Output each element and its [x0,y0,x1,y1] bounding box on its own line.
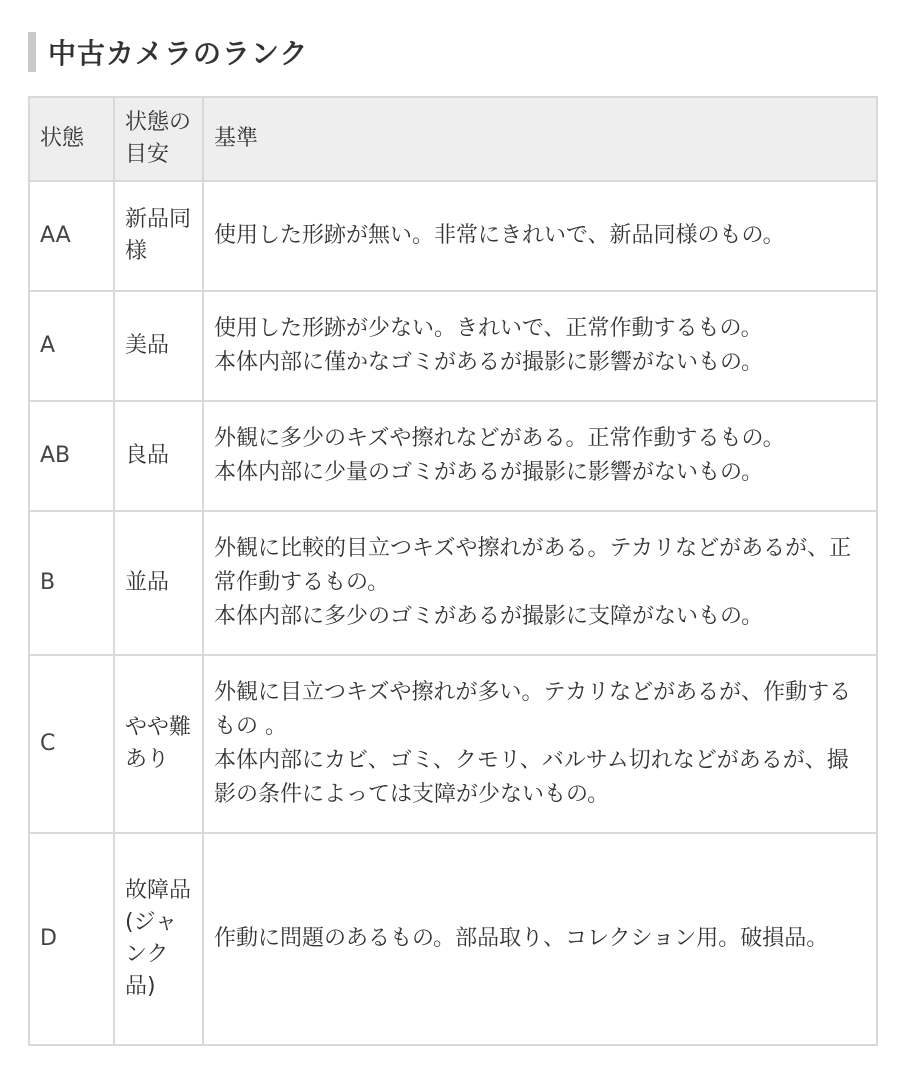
table-row [29,401,877,511]
cell-label: 良品 [114,401,203,511]
table-row [29,833,877,1045]
cell-criteria [203,655,877,833]
cell-criteria [203,511,877,655]
table-row [29,655,877,833]
cell-grade: D [29,833,114,1045]
cell-grade: B [29,511,114,655]
header-grade: 状態 [29,97,114,181]
cell-label: 故障品(ジャンク品) [114,833,203,1045]
header-criteria: 基準 [203,97,877,181]
cell-label: やや難あり [114,655,203,833]
cell-label: 新品同様 [114,181,203,291]
cell-criteria [203,833,877,1045]
cell-label: 並品 [114,511,203,655]
table-row [29,291,877,401]
table-row [29,181,877,291]
page-title: 中古カメラのランク [48,36,309,70]
camera-rank-table [28,96,878,1046]
table-header-row [29,97,877,181]
criteria-line: 使用した形跡が無い。非常にきれいで、新品同様のもの。 [214,223,785,248]
criteria-line: 本体内部にカビ、ゴミ、クモリ、バルサム切れなどがあるが、撮影の条件によっては支障が少ないもの。 [214,748,849,807]
criteria-line: 作動に問題のあるもの。部品取り、コレクション用。破損品。 [214,926,829,951]
criteria-line: 外観に比較的目立つキズや擦れがある。テカリなどがあるが、正常作動するもの。 [214,536,852,595]
cell-grade: A [29,291,114,401]
heading-accent-bar [28,32,36,72]
cell-label: 美品 [114,291,203,401]
cell-criteria [203,291,877,401]
table-row [29,511,877,655]
criteria-line: 本体内部に少量のゴミがあるが撮影に影響がないもの。 [214,460,764,485]
criteria-line: 外観に多少のキズや擦れなどがある。正常作動するもの。 [214,426,785,451]
cell-criteria [203,401,877,511]
criteria-line: 外観に目立つキズや擦れが多い。テカリなどがあるが、作動するもの 。 [214,680,852,739]
criteria-line: 本体内部に僅かなゴミがあるが撮影に影響がないもの。 [214,350,764,375]
cell-grade: AA [29,181,114,291]
cell-criteria [203,181,877,291]
cell-grade: C [29,655,114,833]
criteria-line: 使用した形跡が少ない。きれいで、正常作動するもの。 [214,316,763,341]
criteria-line: 本体内部に多少のゴミがあるが撮影に支障がないもの。 [214,604,764,629]
section-heading [28,30,308,73]
header-label: 状態の目安 [114,97,203,181]
cell-grade: AB [29,401,114,511]
